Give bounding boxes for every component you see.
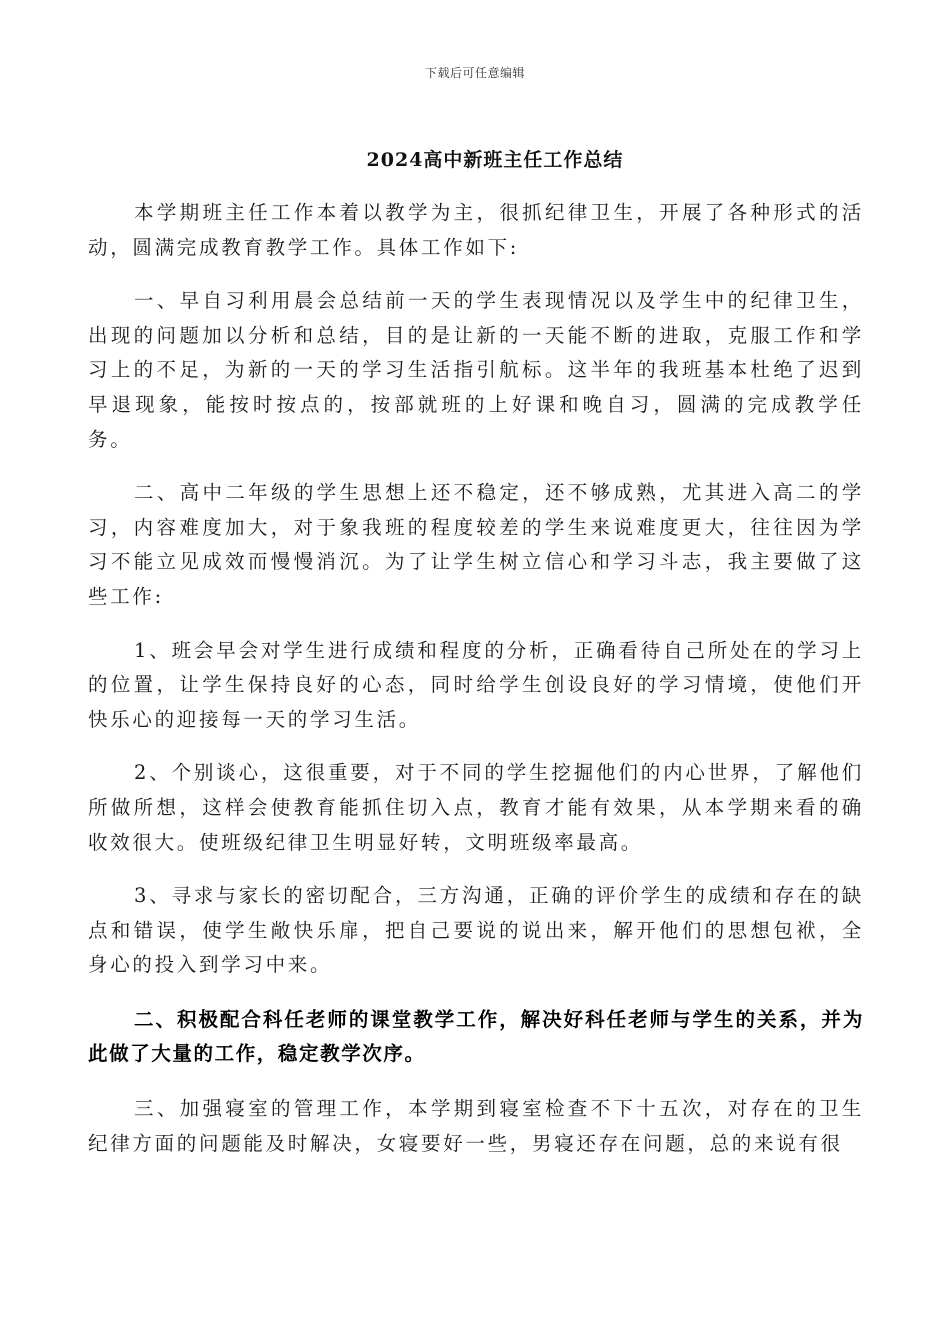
paragraph-section-2: 二、高中二年级的学生思想上还不稳定，还不够成熟，尤其进入高二的学习，内容难度加大，对于象我班的程度较差的学生来说难度更大，往往因为学习不能立见成效而慢慢消沉。为了让学生树立信心和学习斗志，我主要做了这些工作: [88,481,864,608]
paragraph-bold-heading: 二、积极配合科任老师的课堂教学工作，解决好科任老师与学生的关系，并为此做了大量的工作，稳定教学次序。 [88,1007,864,1066]
document-title: 2024高中新班主任工作总结 [366,149,624,171]
paragraph-section-1: 一、早自习利用晨会总结前一天的学生表现情况以及学生中的纪律卫生，出现的问题加以分析和总结，目的是让新的一天能不断的进取，克服工作和学习上的不足，为新的一天的学习生活指引航标。这半年的我班基本杜绝了迟到早退现象，能按时按点的，按部就班的上好课和晚自习，圆满的完成教学任务。 [88,289,864,451]
paragraph-intro: 本学期班主任工作本着以教学为主，很抓纪律卫生，开展了各种形式的活动，圆满完成教育教学工作。具体工作如下: [88,201,864,259]
paragraph-item-1: 1、班会早会对学生进行成绩和程度的分析，正确看待自己所处在的学习上的位置，让学生保持良好的心态，同时给学生创设良好的学习情境，使他们开快乐心的迎接每一天的学习生活。 [88,638,864,731]
paragraph-item-2: 2、个别谈心，这很重要，对于不同的学生挖掘他们的内心世界，了解他们所做所想，这样会使教育能抓住切入点，教育才能有效果，从本学期来看的确收效很大。使班级纪律卫生明显好转，文明班级率最高。 [88,761,864,854]
paragraph-item-3: 3、寻求与家长的密切配合，三方沟通，正确的评价学生的成绩和存在的缺点和错误，使学生敞快乐扉，把自己要说的说出来，解开他们的思想包袱，全身心的投入到学习中来。 [88,884,864,977]
header-note: 下载后可任意编辑 [424,66,525,80]
document-body [88,196,864,1161]
paragraph-section-3: 三、加强寝室的管理工作，本学期到寝室检查不下十五次，对存在的卫生纪律方面的问题能及时解决，女寝要好一些，男寝还存在问题，总的来说有很 [88,1097,864,1155]
